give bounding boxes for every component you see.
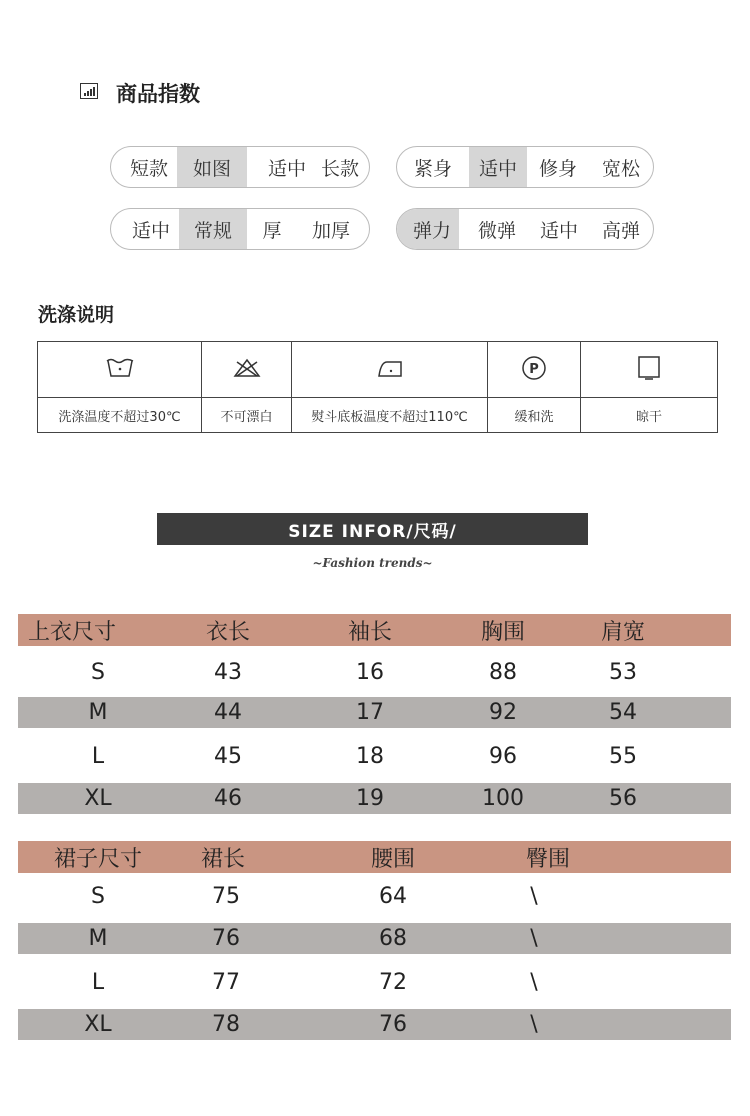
scale-option-selected: 常规 (179, 209, 247, 249)
value-cell: 45 (214, 743, 242, 769)
size-cell: XL (84, 1012, 112, 1037)
header-cell: 胸围 (480, 619, 525, 645)
size-cell: L (91, 743, 105, 769)
table-header-row (18, 614, 731, 646)
size-cell: S (91, 659, 105, 685)
value-cell: 76 (379, 1012, 407, 1037)
value-cell: 16 (356, 659, 384, 685)
wash-text: 缓和洗 (488, 398, 581, 433)
value-cell: 76 (212, 926, 240, 951)
table-row (18, 923, 731, 954)
iron-icon (292, 342, 488, 398)
size-banner: SIZE INFOR/尺码/ (157, 513, 588, 545)
scale-option: 微弹 (477, 219, 516, 242)
wash-text: 不可漂白 (202, 398, 292, 433)
dry-clean-p-icon (488, 342, 581, 398)
value-cell: 43 (214, 659, 242, 685)
value-cell: \ (530, 926, 538, 951)
scale-option: 适中 (539, 219, 578, 242)
scale-option-selected: 适中 (469, 147, 527, 187)
table-row (18, 652, 731, 692)
scale-option: 加厚 (311, 219, 350, 242)
value-cell: 77 (212, 969, 240, 995)
scale-option: 厚 (262, 219, 282, 242)
wash-basin-icon (38, 342, 202, 398)
header-cell: 袖长 (347, 619, 392, 645)
wash-text: 洗涤温度不超过30℃ (38, 398, 202, 433)
scale-option: 修身 (538, 157, 577, 180)
dry-square-icon (581, 342, 718, 398)
value-cell: \ (530, 883, 538, 909)
bar-chart-icon (80, 83, 98, 99)
value-cell: 54 (609, 700, 637, 725)
wash-table (37, 341, 718, 433)
size-cell: L (91, 969, 105, 995)
section-title-product-index: 商品指数 (116, 82, 200, 106)
header-cell: 上衣尺寸 (28, 619, 117, 645)
scale-option: 高弹 (601, 219, 640, 242)
table-row (18, 876, 731, 916)
scale-option: 长款 (320, 157, 359, 180)
scale-option: 适中 (131, 219, 170, 242)
table-row (18, 962, 731, 1002)
value-cell: \ (530, 969, 538, 995)
header-cell: 裙子尺寸 (53, 846, 142, 872)
header-cell: 臀围 (525, 846, 570, 872)
scale-option: 适中 (267, 157, 306, 180)
no-bleach-icon (202, 342, 292, 398)
value-cell: 53 (609, 659, 637, 685)
fit-scale (396, 146, 654, 188)
table-row (18, 736, 731, 776)
banner-subtitle: ~Fashion trends~ (312, 556, 433, 570)
wash-text: 熨斗底板温度不超过110℃ (292, 398, 488, 433)
value-cell: 92 (489, 700, 517, 725)
value-cell: 46 (214, 786, 242, 811)
size-cell: M (88, 700, 108, 725)
value-cell: 44 (214, 700, 242, 725)
header-cell: 衣长 (205, 619, 250, 645)
wash-text: 晾干 (581, 398, 718, 433)
value-cell: 96 (489, 743, 517, 769)
value-cell: 75 (212, 883, 240, 909)
table-row (18, 1009, 731, 1040)
scale-option: 宽松 (601, 157, 640, 180)
value-cell: 72 (379, 969, 407, 995)
value-cell: \ (530, 1012, 538, 1037)
size-cell: S (91, 883, 105, 909)
value-cell: 68 (379, 926, 407, 951)
length-scale (110, 146, 370, 188)
thickness-scale (110, 208, 370, 250)
header-cell: 肩宽 (600, 619, 645, 645)
value-cell: 78 (212, 1012, 240, 1037)
value-cell: 55 (609, 743, 637, 769)
value-cell: 64 (379, 883, 407, 909)
scale-option-selected: 弹力 (397, 209, 459, 249)
scale-option-selected: 如图 (177, 147, 247, 187)
value-cell: 18 (356, 743, 384, 769)
elasticity-scale (396, 208, 654, 250)
value-cell: 100 (482, 786, 524, 811)
value-cell: 17 (356, 700, 384, 725)
scale-option: 紧身 (413, 157, 452, 180)
table-row (18, 697, 731, 728)
value-cell: 19 (356, 786, 384, 811)
scale-option: 短款 (129, 157, 168, 180)
value-cell: 56 (609, 786, 637, 811)
value-cell: 88 (489, 659, 517, 685)
size-cell: XL (84, 786, 112, 811)
table-row (18, 783, 731, 814)
header-cell: 裙长 (200, 846, 245, 872)
p-symbol: P (529, 361, 539, 377)
size-cell: M (88, 926, 108, 951)
header-cell: 腰围 (370, 846, 415, 872)
table-header-row (18, 841, 731, 873)
wash-section-title: 洗涤说明 (38, 304, 115, 326)
